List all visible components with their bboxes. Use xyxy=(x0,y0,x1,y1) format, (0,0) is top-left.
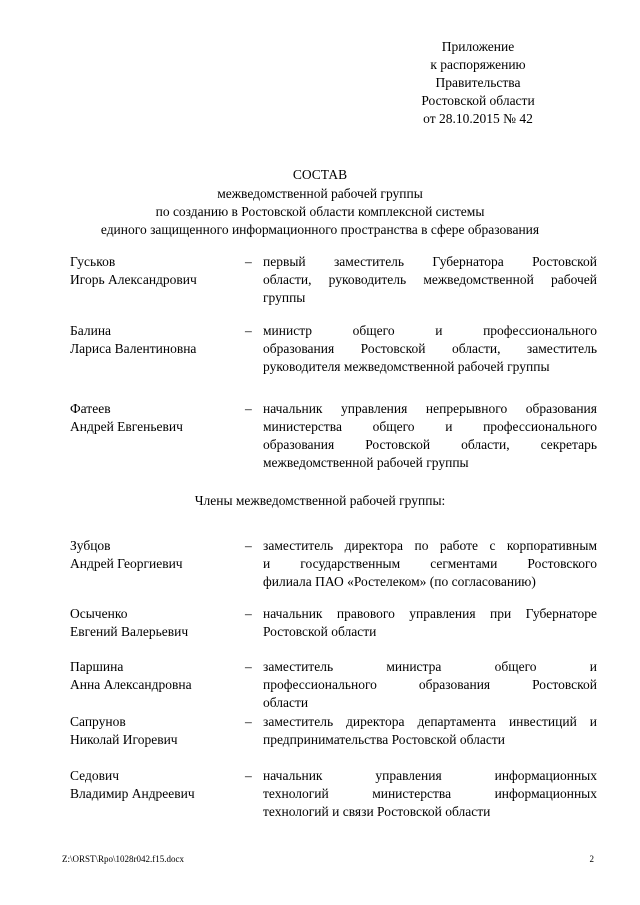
person-given-name: Андрей Евгеньевич xyxy=(70,419,183,434)
role-line: группы xyxy=(263,290,306,305)
dash-separator: – xyxy=(245,538,252,553)
footer-page-number: 2 xyxy=(589,854,594,864)
appendix-line: от 28.10.2015 № 42 xyxy=(423,111,533,126)
role-line: начальник правового управления при Губернаторе xyxy=(263,606,597,621)
role-line: профессионального образования Ростовской xyxy=(263,677,597,692)
person-name xyxy=(70,713,240,749)
role-line: заместитель директора департамента инвестиций и xyxy=(263,714,597,729)
dash-separator: – xyxy=(245,323,252,338)
dash-separator: – xyxy=(245,714,252,729)
person-role xyxy=(263,767,597,821)
person-surname: Гуськов xyxy=(70,254,116,269)
person-given-name: Андрей Георгиевич xyxy=(70,556,183,571)
members-heading: Члены межведомственной рабочей группы: xyxy=(194,493,446,508)
dash-separator: – xyxy=(245,401,252,416)
role-line: министерства общего и профессионального xyxy=(263,419,597,434)
document-heading xyxy=(40,165,600,239)
heading-line: по созданию в Ростовской области комплексной системы xyxy=(155,204,485,219)
person-surname: Паршина xyxy=(70,659,124,674)
appendix-line: к распоряжению xyxy=(430,57,526,72)
person-surname: Фатеев xyxy=(70,401,111,416)
dash-separator: – xyxy=(245,254,252,269)
person-name xyxy=(70,253,240,289)
person-given-name: Николай Игоревич xyxy=(70,732,178,747)
role-line: области, руководитель межведомственной рабочей xyxy=(263,272,597,287)
person-role xyxy=(263,713,597,749)
role-line: технологий и связи Ростовской области xyxy=(263,804,491,819)
appendix-line: Правительства xyxy=(435,75,521,90)
role-line: руководителя межведомственной рабочей группы xyxy=(263,359,550,374)
person-surname: Балина xyxy=(70,323,112,338)
role-line: заместитель министра общего и xyxy=(263,659,597,674)
appendix-line: Приложение xyxy=(441,39,515,54)
person-given-name: Анна Александровна xyxy=(70,677,192,692)
person-given-name: Владимир Андреевич xyxy=(70,786,195,801)
person-role xyxy=(263,322,597,376)
role-line: Ростовской области xyxy=(263,624,377,639)
person-role xyxy=(263,253,597,307)
person-name xyxy=(70,605,240,641)
person-given-name: Лариса Валентиновна xyxy=(70,341,197,356)
role-line: министр общего и профессионального xyxy=(263,323,597,338)
heading-line: межведомственной рабочей группы xyxy=(217,186,423,201)
heading-line: единого защищенного информационного пространства в сфере образования xyxy=(100,222,540,237)
person-given-name: Евгений Валерьевич xyxy=(70,624,189,639)
role-line: филиала ПАО «Ростелеком» (по согласованию) xyxy=(263,574,536,589)
role-line: начальник управления информационных xyxy=(263,768,597,783)
role-line: заместитель директора по работе с корпоративным xyxy=(263,538,597,553)
person-name xyxy=(70,537,240,573)
dash-separator: – xyxy=(245,659,252,674)
person-role xyxy=(263,605,597,641)
appendix-block xyxy=(360,38,596,128)
role-line: начальник управления непрерывного образования xyxy=(263,401,597,416)
document-title: СОСТАВ xyxy=(292,167,348,182)
role-line: области xyxy=(263,695,309,710)
dash-separator: – xyxy=(245,606,252,621)
person-role xyxy=(263,400,597,472)
role-line: образования Ростовской области, секретарь xyxy=(263,437,597,452)
person-given-name: Игорь Александрович xyxy=(70,272,197,287)
person-role xyxy=(263,658,597,712)
person-surname: Сапрунов xyxy=(70,714,126,729)
person-name xyxy=(70,767,240,803)
footer-file-path: Z:\ORST\Rpo\1028r042.f15.docx xyxy=(62,854,184,864)
role-line: межведомственной рабочей группы xyxy=(263,455,469,470)
person-role xyxy=(263,537,597,591)
person-name xyxy=(70,322,240,358)
role-line: первый заместитель Губернатора Ростовской xyxy=(263,254,597,269)
role-line: и государственным сегментами Ростовского xyxy=(263,556,597,571)
person-surname: Зубцов xyxy=(70,538,111,553)
appendix-line: Ростовской области xyxy=(421,93,535,108)
person-name xyxy=(70,658,240,694)
dash-separator: – xyxy=(245,768,252,783)
person-surname: Седович xyxy=(70,768,119,783)
role-line: предпринимательства Ростовской области xyxy=(263,732,505,747)
person-name xyxy=(70,400,240,436)
role-line: технологий министерства информационных xyxy=(263,786,597,801)
person-surname: Осыченко xyxy=(70,606,128,621)
role-line: образования Ростовской области, заместитель xyxy=(263,341,597,356)
